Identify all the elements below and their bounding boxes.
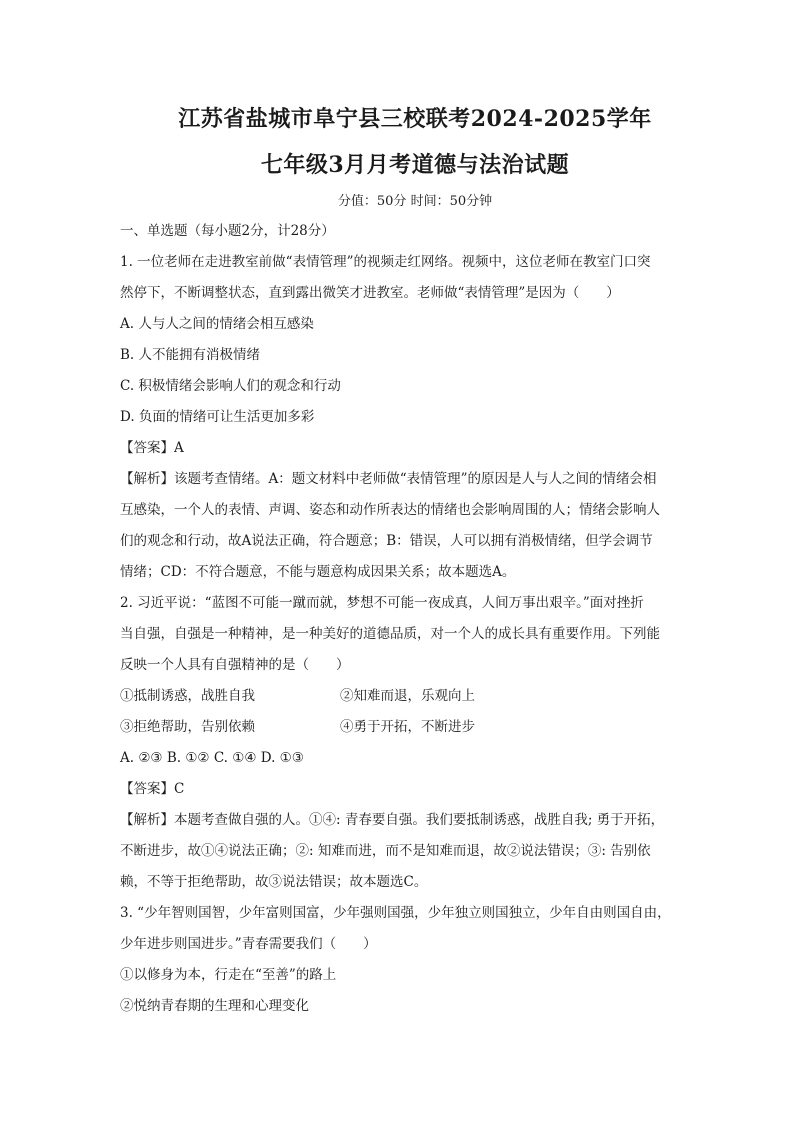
question-3-stem-line2: 少年进步则国进步。”青春需要我们（ ） — [120, 936, 377, 952]
question-2-items-row2 — [120, 712, 710, 743]
question-2-analysis-line2: 不断进步，故①④说法正确；②: 知难而进，而不是知难而退，故②说法错误；③: 告别依 — [120, 843, 651, 859]
question-3-stem-line1: 3. “少年智则国智，少年富则国富，少年强则国强，少年独立则国独立，少年自由则国自由， — [120, 905, 671, 921]
question-2-stem-line1: 2. 习近平说：“蓝图不可能一蹴而就，梦想不可能一夜成真，人间万事出艰辛。”面对挫折 — [120, 595, 644, 611]
question-1 — [120, 247, 710, 588]
question-3-item-1: ①以修身为本，行走在“至善”的路上 — [120, 967, 337, 983]
exam-title-line2: 七年级3月月考道德与法治试题 — [260, 152, 570, 178]
question-1-analysis-line3: 们的观念和行动，故A说法正确，符合题意；B：错误，人可以拥有消极情绪，但学会调节 — [120, 533, 653, 549]
question-2-stem-line3: 反映一个人具有自强精神的是（ ） — [120, 657, 350, 673]
question-1-option-a: A. 人与人之间的情绪会相互感染 — [120, 316, 314, 332]
question-1-stem-line2: 然停下，不断调整状态，直到露出微笑才进教室。老师做“表情管理”是因为（ ） — [120, 285, 620, 301]
question-2-analysis-line3: 赖，不等于拒绝帮助，故③说法错误；故本题选C。 — [120, 874, 428, 890]
question-2-answer: 【答案】C — [120, 781, 185, 797]
question-1-option-b: B. 人不能拥有消极情绪 — [120, 347, 261, 363]
question-2-item-2: ②知难而退，乐观向上 — [340, 688, 475, 704]
question-3 — [120, 898, 710, 1022]
question-1-stem-line1: 1. 一位老师在走进教室前做“表情管理”的视频走红网络。视频中，这位老师在教室门口突 — [120, 254, 651, 270]
question-1-option-c: C. 积极情绪会影响人们的观念和行动 — [120, 378, 341, 394]
section-heading: 一、单选题（每小题2分，计28分） — [120, 223, 335, 239]
score-time-info: 分值：50分 时间：50分钟 — [337, 194, 493, 209]
question-1-option-d: D. 负面的情绪可让生活更加多彩 — [120, 409, 315, 425]
question-2-analysis-line1: 【解析】本题考查做自强的人。①④: 青春要自强。我们要抵制诱惑，战胜自我; 勇于开拓， — [120, 812, 665, 828]
question-2 — [120, 588, 710, 898]
question-2-item-3: ③拒绝帮助，告别依赖 — [120, 719, 255, 735]
question-2-item-1: ①抵制诱惑，战胜自我 — [120, 688, 255, 704]
question-1-analysis-line1: 【解析】该题考查情绪。A：题文材料中老师做“表情管理”的原因是人与人之间的情绪会相 — [120, 471, 657, 487]
question-2-items-row1 — [120, 681, 710, 712]
exam-title-line1: 江苏省盐城市阜宁县三校联考2024-2025学年 — [178, 106, 652, 132]
question-2-stem-line2: 当自强，自强是一种精神，是一种美好的道德品质，对一个人的成长具有重要作用。下列能 — [120, 626, 660, 642]
question-1-analysis-line2: 互感染，一个人的表情、声调、姿态和动作所表达的情绪也会影响周围的人；情绪会影响人 — [120, 502, 660, 518]
question-2-choices: A. ②③ B. ①② C. ①④ D. ①③ — [120, 750, 304, 766]
question-3-item-2: ②悦纳青春期的生理和心理变化 — [120, 998, 309, 1014]
question-1-analysis-line4: 情绪；CD：不符合题意，不能与题意构成因果关系；故本题选A。 — [120, 564, 516, 580]
question-1-answer: 【答案】A — [120, 440, 184, 456]
question-2-item-4: ④勇于开拓，不断进步 — [340, 719, 475, 735]
